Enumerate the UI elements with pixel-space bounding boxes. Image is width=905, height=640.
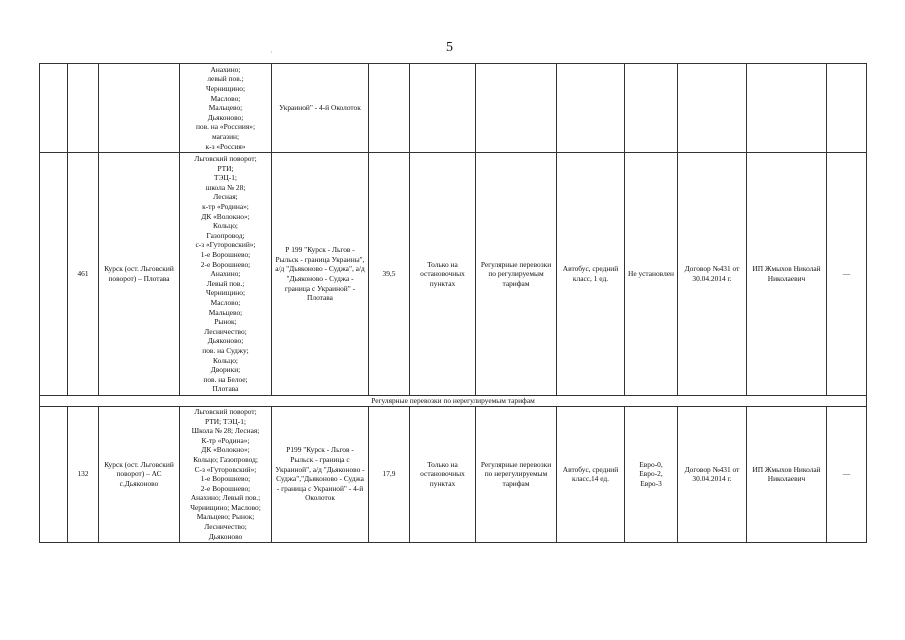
stop-item: Газопровод; — [206, 230, 245, 240]
route-name: Курск (ост. Льговский поворот) – АС с.Дьяконово — [99, 406, 180, 542]
stop-item: с-з «Гуторовский»; — [195, 240, 256, 250]
eco-class-item: Евро-3 — [640, 478, 662, 488]
stop-item: 2-е Ворошнево; — [200, 483, 251, 493]
carrier-name: ИП Жмыхов Николай Николаевич — [747, 153, 827, 396]
continuation-row — [40, 64, 867, 153]
transport-type: Регулярные перевозки по нерегулируемым тарифам — [476, 406, 557, 542]
eco-class-item: Евро-2, — [639, 469, 663, 479]
stop-item: Дворики; — [210, 365, 241, 375]
route-number: 132 — [68, 406, 99, 542]
eco-class — [625, 406, 678, 542]
extra-dash: — — [827, 153, 867, 396]
cell-empty — [40, 64, 68, 153]
eco-class-item: Не установлен — [627, 269, 674, 279]
route-length: 17,9 — [369, 406, 410, 542]
cell-empty — [40, 406, 68, 542]
stop-item: Дьяконово; — [207, 112, 244, 122]
route-name: Курск (ост. Льговский поворот) – Плотава — [99, 153, 180, 396]
cell-empty — [625, 64, 678, 153]
route-number: 461 — [68, 153, 99, 396]
eco-class — [625, 153, 678, 396]
route-path-cell: Р 199 "Курск - Льгов - Рыльск - граница Украины", а/д "Дьяконово - Суджа", а/д "Дьяконово - Суджа - граница с Украиной" - Плотава — [272, 153, 369, 396]
transport-type: Регулярные перевозки по регулируемым тарифам — [476, 153, 557, 396]
cell-empty — [99, 64, 180, 153]
scan-speck: · — [270, 48, 273, 57]
stop-item: Мальцево; Рынок; — [196, 512, 255, 522]
stop-item: РТИ; — [217, 163, 234, 173]
route-length: 39,5 — [369, 153, 410, 396]
cell-empty — [678, 64, 747, 153]
stop-item: магазин; — [211, 131, 240, 141]
contract-info: Договор №431 от 30.04.2014 г. — [678, 153, 747, 396]
cell-empty — [557, 64, 625, 153]
stop-item: Кольцо; — [213, 355, 238, 365]
stop-item: Кольцо; Газопровод; — [193, 454, 258, 464]
section-header-row — [40, 396, 867, 407]
stop-item: школа № 28; — [205, 182, 246, 192]
stop-item: Анахино; — [210, 269, 241, 279]
stop-item: ДК «Волокно»; — [201, 211, 250, 221]
stops-cell — [180, 64, 272, 153]
stop-item: 1-е Ворошнево; — [200, 250, 251, 260]
stops-cell — [180, 153, 272, 396]
cell-empty — [369, 64, 410, 153]
stop-item: пов. на Белое; — [203, 374, 248, 384]
cell-empty — [40, 153, 68, 396]
extra-dash: — — [827, 406, 867, 542]
cell-empty — [68, 64, 99, 153]
vehicle-info: Автобус, средний класс,14 ед. — [557, 406, 625, 542]
cell-empty — [476, 64, 557, 153]
stop-item: РТИ; ТЭЦ-1; — [205, 416, 246, 426]
section-header: Регулярные перевозки по нерегулируемым тарифам — [40, 396, 867, 407]
stop-item: Плотава — [212, 384, 239, 394]
stop-item: ТЭЦ-1; — [214, 173, 237, 183]
stop-item: Лесничество; — [204, 326, 247, 336]
contract-info: Договор №431 от 30.04.2014 г. — [678, 406, 747, 542]
stop-item: к-тр «Родина»; — [202, 202, 249, 212]
stop-item: ДК «Волокно»; — [201, 445, 250, 455]
table-row — [40, 406, 867, 542]
stop-item: пов. на Суджу; — [202, 345, 249, 355]
cell-empty — [827, 64, 867, 153]
stop-item: к-з «Россия» — [205, 141, 246, 151]
table-row — [40, 153, 867, 396]
stop-item: пов. на «Россиия»; — [195, 122, 256, 132]
stop-item: Дьяконово — [208, 531, 243, 541]
stop-item: Мальцево; — [208, 307, 243, 317]
stop-item: Левый пов.; — [206, 278, 245, 288]
boarding-rule: Только на остановочных пунктах — [410, 153, 476, 396]
cell-empty — [747, 64, 827, 153]
stop-item: С-з «Гуторовский»; — [194, 464, 257, 474]
stop-item: К-тр «Родина»; — [201, 435, 250, 445]
stop-item: Анахино; Левый пов.; — [190, 493, 261, 503]
boarding-rule: Только на остановочных пунктах — [410, 406, 476, 542]
stop-item: Маслово; — [210, 297, 241, 307]
carrier-name: ИП Жмыхов Николай Николаевич — [747, 406, 827, 542]
route-path-cell: Украиной" - 4-й Околоток — [272, 64, 369, 153]
stop-item: Дьяконово; — [207, 336, 244, 346]
stop-item: 1-е Ворошнево; — [200, 474, 251, 484]
stop-item: левый пов.; — [207, 74, 244, 84]
stop-item: Кольцо; — [213, 221, 238, 231]
routes-table — [39, 63, 867, 543]
eco-class-item: Евро-0, — [639, 459, 663, 469]
cell-empty — [410, 64, 476, 153]
vehicle-info: Автобус, средний класс, 1 ед. — [557, 153, 625, 396]
stop-item: Льговский поворот; — [194, 406, 257, 416]
stop-item: Анахино; — [210, 64, 241, 74]
stop-item: Чернищино; Маслово; — [190, 502, 261, 512]
stop-item: Лесная; — [213, 192, 238, 202]
stop-item: Маслово; — [210, 93, 241, 103]
stop-item: Чернищино; — [205, 288, 246, 298]
page-number: 5 — [446, 40, 453, 55]
route-path-cell: Р199 "Курск - Льгов - Рыльск - граница с Украиной", а/д "Дьяконово - Суджа","Дьяконово - Суджа - граница с Украиной" - 4-й Околоток — [272, 406, 369, 542]
stop-item: Мальцево; — [208, 103, 243, 113]
stop-item: Школа № 28; Лесная; — [191, 426, 260, 436]
stops-cell — [180, 406, 272, 542]
stop-item: Рынок; — [214, 317, 237, 327]
stop-item: 2-е Ворошнево; — [200, 259, 251, 269]
stop-item: Чернищино; — [205, 84, 246, 94]
stop-item: Лесничество; — [204, 522, 247, 532]
stop-item: Льговский поворот; — [194, 154, 257, 164]
